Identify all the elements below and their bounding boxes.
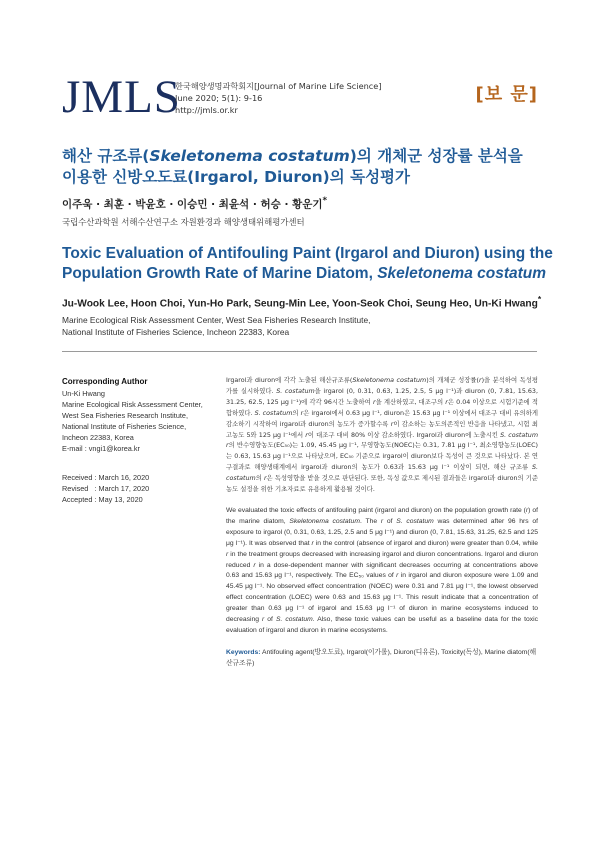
affiliation-en-line1: Marine Ecological Risk Assessment Center, West Sea Fisheries Research Institute, [62,315,371,325]
journal-url[interactable]: http://jmls.or.kr [175,105,238,115]
abs-ko-text: 은 0.04 이상으로 시험기준에 적합하였다. [226,398,538,417]
keywords-label: Keywords: [226,648,261,656]
corresponding-address-3: National Institute of Fisheries Science, [62,422,187,431]
abs-en-text: . The [359,517,381,525]
received-date: Received : March 16, 2020 [62,473,150,482]
authors-korean [62,196,327,212]
abs-ko-symbol: r [390,420,394,428]
affiliation-korean: 국립수산과학원 서해수산연구소 자원환경과 해양생태위해평가센터 [62,217,305,227]
corresponding-address-1: Marine Ecological Risk Assessment Center, [62,400,203,409]
abs-ko-species: Skeletonema costatum [352,377,427,384]
abs-en-species: Skeletonema costatum [289,517,360,525]
abs-ko-text: 이 대조구 대비 80% 이상 감소하였다. Irgarol과 diuron에 노출시킨 [307,431,501,439]
abs-ko-text: Irgarol과 diuron에 각각 노출된 해산규조류( [226,377,353,384]
article-type-label: [보 문] [475,84,538,105]
affiliation-en-line2: National Institute of Fisheries Science, Incheon 22383, Korea [62,327,290,337]
abs-ko-text: 을 irgarol (0, 0.31, 0.63, 1.25, 2.5, 5 μg l⁻¹)과 diuron (0, 7.81, 15.63, 31.25, 62.5, 125 μg l⁻¹)에 각각 96시간 노출하여 [226,387,538,406]
authors-ko-names: 이주욱 · 최훈 · 박윤호 · 이승민 · 최윤석 · 허승 · 황운기 [62,198,323,211]
abs-ko-text: 의 [292,409,301,417]
abstract-english [226,506,538,637]
abs-ko-symbol: r [478,377,482,384]
abs-ko-symbol: r [372,398,376,406]
title-korean [62,146,542,188]
journal-name: 한국해양생명과학회지[Journal of Marine Life Science] [175,81,382,91]
revised-date: Revised : March 17, 2020 [62,484,150,493]
abs-ko-symbol: r [263,475,267,483]
abs-en-text: in a dose-dependent manner with significant decreases occurring at concentrations above 0.63 and 15.63 μg l⁻¹, respectively. The EC₅₀ values of [226,561,538,580]
accepted-date: Accepted : May 13, 2020 [62,495,143,504]
abs-en-text: was determined after 96 hrs of exposure to irgarol (0, 0.31, 0.63, 1.25, 2.5 and 5 μg l⁻¹) and diuron (0, 7.81, 15.63, 31.25, 62.5 and 125 μg l⁻¹). It was observed that [226,517,539,547]
title-ko-part2: )의 개체군 성장률 분석을 이용한 신방오도료(Irgarol, Diuron)의 독성평가 [62,147,523,186]
corresponding-title: Corresponding Author [62,377,148,386]
corresponding-mark: * [322,196,328,206]
keywords-text: Antifouling agent(방오도료), Irgarol(이가롤), Diuron(디유론), Toxicity(독성), Marine diatom(해산규조류) [226,648,537,667]
abs-ko-text: )의 개체군 성장률( [426,377,479,384]
abs-en-text: ) of the marine diatom, [226,506,538,525]
abs-ko-symbol: r [445,398,448,406]
abstract-column [226,376,538,670]
abs-en-species: S. costatum [396,517,434,525]
abs-en-symbol: r [262,616,265,624]
title-en-part1: Toxic Evaluation of Antifouling Paint (Irgarol and Diuron) using the Population Growth Rate of Marine Diatom, [62,245,553,282]
authors-english [62,294,562,309]
abs-en-text: of [383,517,397,525]
abs-ko-text: 의 [255,475,264,483]
title-ko-part1: 해산 규조류( [62,147,150,165]
abs-en-text: in the treatment groups decreased with increasing irgarol and diuron concentrations. Irgarol and diuron reduced [226,550,538,569]
abs-en-symbol: r [525,506,529,514]
corresponding-name: Un-Ki Hwang [62,389,105,398]
corresponding-mark: * [537,294,542,304]
abs-en-text: of [264,616,276,624]
abs-ko-text: 을 계산하였고, 대조구의 [375,398,446,406]
abs-ko-symbol: r [305,431,308,439]
article-dates [62,472,212,505]
authors-en-names: Ju-Wook Lee, Hoon Choi, Yun-Ho Park, Seung-Min Lee, Yoon-Seok Choi, Seung Heo, Un-Ki Hwang [62,298,538,310]
abs-en-symbol: r [396,572,399,580]
abs-en-text: in irgarol and diuron exposure were 1.09 and 45.45 μg l⁻¹. No observed effect concentration (NOEC) were 0.31 and 7.81 μg l⁻¹, the lowest observed effect concentration (LOEC) were 0.63 and 15.63 μg l⁻¹. This result indicate that a concentration of greater than 0.63 μg l⁻¹ of irgarol and 15.63 μg l⁻¹ of diuron in marine ecosystems induced to decreasing [226,572,538,624]
title-en-species: Skeletonema costatum [377,265,547,282]
journal-logo: JMLS [62,71,181,123]
abstract-korean [226,376,538,496]
abs-en-symbol: r [380,517,384,525]
affiliation-english [62,314,442,338]
abs-en-text: in the control (absence of irgarol and diuron) were greater than 0.04, while [313,539,538,547]
abs-en-text: . Also, these toxic values can be useful as a baseline data for the toxic evaluation of irgarol and diuron in marine ecosystems. [226,616,538,634]
corresponding-address-4: Incheon 22383, Korea [62,433,134,442]
journal-issue: June 2020; 5(1): 9-16 [175,93,263,103]
journal-info [175,80,382,116]
abs-en-species: S. costatum [275,616,313,624]
abs-ko-text: 이 감소하는 농도의존적인 반응을 나타냈고, 시험 최고농도 5와 125 μg l⁻¹에서 [226,420,539,439]
sidebar-info [62,376,212,505]
abs-ko-species: S. costatum [276,387,315,395]
abs-ko-text: 은 irgarol에서 0.63 μg l⁻¹, diuron은 15.63 μg l⁻¹ 이상에서 대조구 대비 유의하게 감소하기 시작하여 irgarol과 diuron의 농도가 증가할수록 [226,409,539,428]
abs-en-text: We evaluated the toxic effects of antifouling paint (irgarol and diuron) on the population growth rate ( [226,506,526,514]
title-english [62,244,562,284]
keywords [226,648,538,670]
abs-ko-species: S. costatum [226,464,538,483]
corresponding-address-2: West Sea Fisheries Research Institute, [62,411,188,420]
abs-en-symbol: r [226,550,229,558]
abs-ko-symbol: r [300,409,304,417]
abs-ko-text: )을 분석하여 독성평가를 실시하였다. [226,377,538,395]
title-ko-species: Skeletonema costatum [149,147,350,165]
abs-en-symbol: r [311,539,314,547]
corresponding-email[interactable]: E-mail : vngi1@korea.kr [62,444,140,453]
abs-ko-text: 은 독성영향을 받을 것으로 판단된다. 또한, 독성 값으로 제시된 결과들은 irgarol과 diuron의 기준농도 설정을 위한 기초자료로 유용하게 활용될 것이다. [226,475,538,494]
abs-ko-text: 의 반수영향농도(EC₅₀)는 1.09, 45.45 μg l⁻¹, 무영향농도(NOEC)는 0.31, 7.81 μg l⁻¹, 최소영향농도(LOEC)는 0.63, 15.63 μg l⁻¹으로 나타났으며, EC₅₀ 기준으로 irgarol이 diuron보다 독성이 큰 것으로 나타났다. 본 연구결과로 해양생태계에서 irgarol과 diuron의 농도가 0.63과 15.63 μg l⁻¹ 이상이 되면, 해산 규조류 [226,442,538,472]
abs-en-symbol: r [253,561,256,569]
section-divider [62,351,537,352]
abs-ko-species: S. costatum r [226,431,538,450]
abs-ko-species: S. costatum [254,409,293,417]
